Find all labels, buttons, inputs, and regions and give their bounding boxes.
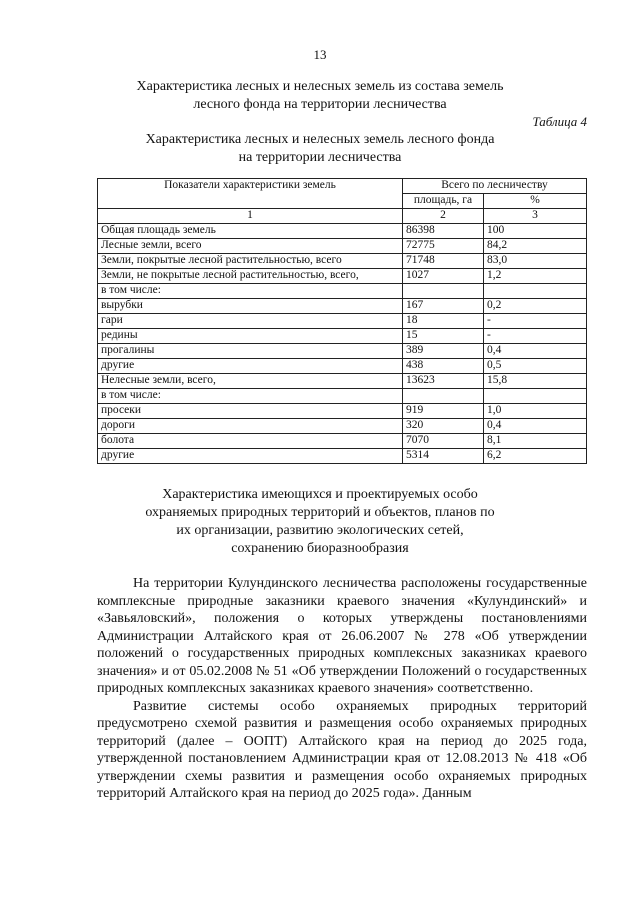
body-text — [97, 575, 587, 803]
table-row — [98, 359, 587, 374]
row-name: гари — [98, 314, 403, 329]
row-area: 15 — [403, 329, 484, 344]
row-percent: 1,0 — [484, 404, 587, 419]
row-area: 167 — [403, 299, 484, 314]
table-row — [98, 434, 587, 449]
row-name: вырубки — [98, 299, 403, 314]
section-heading-protected-areas — [0, 486, 640, 558]
row-percent: 15,8 — [484, 374, 587, 389]
row-area: 389 — [403, 344, 484, 359]
header-total: Всего по лесничеству — [403, 179, 587, 194]
column-number: 3 — [484, 209, 587, 224]
row-area: 18 — [403, 314, 484, 329]
row-area: 72775 — [403, 239, 484, 254]
heading-line: лесного фонда на территории лесничества — [193, 97, 447, 112]
row-percent — [484, 389, 587, 404]
row-name: в том числе: — [98, 389, 403, 404]
row-name: в том числе: — [98, 284, 403, 299]
row-name: Общая площадь земель — [98, 224, 403, 239]
row-name: другие — [98, 449, 403, 464]
table-row — [98, 314, 587, 329]
row-area: 1027 — [403, 269, 484, 284]
section-heading-land-characteristics — [0, 78, 640, 114]
header-indicators: Показатели характеристики земель — [98, 179, 403, 209]
table-title — [0, 131, 640, 167]
table-row — [98, 239, 587, 254]
table-row — [98, 224, 587, 239]
table-row — [98, 329, 587, 344]
table-row — [98, 344, 587, 359]
row-area: 438 — [403, 359, 484, 374]
row-area: 86398 — [403, 224, 484, 239]
table-row — [98, 284, 587, 299]
table-row — [98, 374, 587, 389]
row-name: Лесные земли, всего — [98, 239, 403, 254]
header-percent: % — [484, 194, 587, 209]
heading-line: охраняемых природных территорий и объектов, планов по — [145, 505, 495, 520]
table-row — [98, 419, 587, 434]
heading-line: их организации, развитию экологических сетей, — [176, 523, 464, 538]
row-area — [403, 389, 484, 404]
row-percent: 1,2 — [484, 269, 587, 284]
row-percent: 6,2 — [484, 449, 587, 464]
heading-line: Характеристика лесных и нелесных земель лесного фонда — [145, 132, 495, 147]
row-name: другие — [98, 359, 403, 374]
heading-line: Характеристика имеющихся и проектируемых особо — [162, 487, 478, 502]
row-name: Земли, покрытые лесной растительностью, всего — [98, 254, 403, 269]
row-name: редины — [98, 329, 403, 344]
row-percent: 0,2 — [484, 299, 587, 314]
row-name: Нелесные земли, всего, — [98, 374, 403, 389]
row-percent: 0,4 — [484, 344, 587, 359]
row-name: дороги — [98, 419, 403, 434]
table-row — [98, 299, 587, 314]
row-area — [403, 284, 484, 299]
column-number: 2 — [403, 209, 484, 224]
row-percent — [484, 284, 587, 299]
heading-line: Характеристика лесных и нелесных земель из состава земель — [136, 79, 504, 94]
row-area: 71748 — [403, 254, 484, 269]
row-percent: - — [484, 314, 587, 329]
row-percent: 83,0 — [484, 254, 587, 269]
row-percent: 8,1 — [484, 434, 587, 449]
row-name: Земли, не покрытые лесной растительностью, всего, — [98, 269, 403, 284]
table-row — [98, 449, 587, 464]
page-number: 13 — [313, 47, 327, 62]
table-row — [98, 269, 587, 284]
table-label: Таблица 4 — [532, 114, 587, 129]
heading-line: сохранению биоразнообразия — [231, 541, 409, 556]
header-area: площадь, га — [403, 194, 484, 209]
row-name: просеки — [98, 404, 403, 419]
paragraph: Развитие системы особо охраняемых природных территорий предусмотрено схемой развития и размещения особо охраняемых природных территорий (далее – ООПТ) Алтайского края на период до 2025 года, утвержденной постановлением Администрации края от 12.08.2013 № 418 «Об утверждении схемы развития и размещения особо охраняемых природных территорий Алтайского края на период до 2025 года». Данным — [97, 698, 587, 801]
row-percent: 84,2 — [484, 239, 587, 254]
heading-line: на территории лесничества — [238, 150, 402, 165]
row-area: 5314 — [403, 449, 484, 464]
row-percent: 100 — [484, 224, 587, 239]
row-area: 320 — [403, 419, 484, 434]
table-row — [98, 404, 587, 419]
table-row — [98, 254, 587, 269]
row-percent: 0,4 — [484, 419, 587, 434]
row-area: 919 — [403, 404, 484, 419]
column-number: 1 — [98, 209, 403, 224]
row-area: 7070 — [403, 434, 484, 449]
table-body — [98, 224, 587, 464]
row-name: болота — [98, 434, 403, 449]
paragraph: На территории Кулундинского лесничества расположены государственные комплексные природные заказники краевого значения «Кулундинский» и «Завьяловский», положения о которых утверждены постановлениями Администрации Алтайского края от 26.06.2007 № 278 «Об утверждении положений о государственных природных комплексных заказниках краевого значения» и от 05.02.2008 № 51 «Об утверждении Положений о государственных природных комплексных заказниках краевого значения» соответственно. — [97, 576, 587, 696]
table-row — [98, 389, 587, 404]
row-percent: 0,5 — [484, 359, 587, 374]
land-characteristics-table — [97, 178, 587, 464]
row-name: прогалины — [98, 344, 403, 359]
row-area: 13623 — [403, 374, 484, 389]
row-percent: - — [484, 329, 587, 344]
